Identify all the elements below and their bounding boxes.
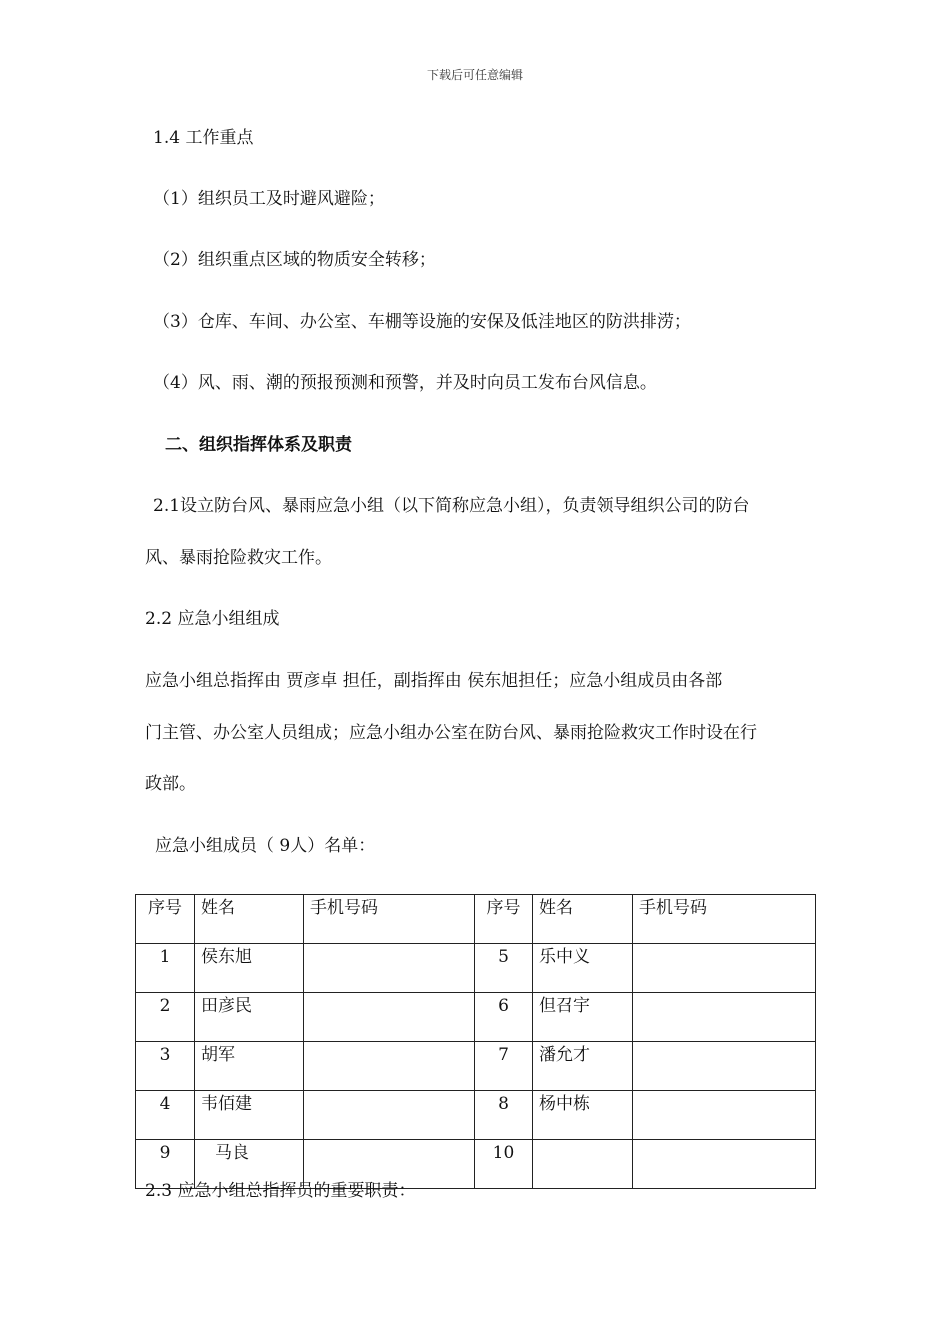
cell-phone xyxy=(633,1091,816,1140)
cell-name: 马良 xyxy=(195,1140,304,1189)
cell-phone xyxy=(633,1140,816,1189)
cell-phone xyxy=(304,1091,475,1140)
cell-no: 10 xyxy=(475,1140,533,1189)
cell-phone xyxy=(633,1042,816,1091)
list-item: （4）风、雨、潮的预报预测和预警，并及时向员工发布台风信息。 xyxy=(153,373,657,393)
list-item: （2）组织重点区域的物质安全转移； xyxy=(153,250,436,270)
table-row xyxy=(136,1042,816,1091)
header-no: 序号 xyxy=(475,895,533,944)
cell-no: 6 xyxy=(475,993,533,1042)
roster-table xyxy=(135,894,816,1189)
cell-phone xyxy=(304,993,475,1042)
cell-no: 3 xyxy=(136,1042,195,1091)
cell-name: 田彦民 xyxy=(195,993,304,1042)
roster-title: 应急小组成员（ 9人）名单： xyxy=(155,836,376,856)
cell-no: 9 xyxy=(136,1140,195,1189)
paragraph-2-2-line1: 应急小组总指挥由 贾彦卓 担任，副指挥由 侯东旭担任；应急小组成员由各部 xyxy=(145,671,723,691)
cell-name: 但召宇 xyxy=(533,993,633,1042)
cell-phone xyxy=(304,944,475,993)
cell-no: 4 xyxy=(136,1091,195,1140)
cell-phone xyxy=(304,1042,475,1091)
cell-no: 7 xyxy=(475,1042,533,1091)
header-name: 姓名 xyxy=(533,895,633,944)
header-no: 序号 xyxy=(136,895,195,944)
section-title-2-3: 2.3 应急小组总指挥员的重要职责： xyxy=(145,1181,416,1201)
cell-no: 8 xyxy=(475,1091,533,1140)
list-item: （3）仓库、车间、办公室、车棚等设施的安保及低洼地区的防洪排涝； xyxy=(153,312,691,332)
paragraph-2-1-line2: 风、暴雨抢险救灾工作。 xyxy=(145,548,332,568)
section-title-1-4: 1.4 工作重点 xyxy=(153,128,254,148)
paragraph-2-2-line2: 门主管、办公室人员组成；应急小组办公室在防台风、暴雨抢险救灾工作时设在行 xyxy=(145,723,757,743)
cell-phone xyxy=(633,944,816,993)
section-heading-2: 二、组织指挥体系及职责 xyxy=(165,435,352,455)
paragraph-2-1-line1: 2.1设立防台风、暴雨应急小组（以下简称应急小组），负责领导组织公司的防台 xyxy=(153,496,750,516)
cell-no: 1 xyxy=(136,944,195,993)
cell-name: 乐中义 xyxy=(533,944,633,993)
table-header-row xyxy=(136,895,816,944)
header-name: 姓名 xyxy=(195,895,304,944)
cell-name: 侯东旭 xyxy=(195,944,304,993)
paragraph-2-2-line3: 政部。 xyxy=(145,774,196,794)
cell-name: 韦佰建 xyxy=(195,1091,304,1140)
cell-name: 杨中栋 xyxy=(533,1091,633,1140)
cell-phone xyxy=(633,993,816,1042)
table-row xyxy=(136,944,816,993)
cell-no: 2 xyxy=(136,993,195,1042)
cell-name xyxy=(533,1140,633,1189)
header-phone: 手机号码 xyxy=(304,895,475,944)
table-row xyxy=(136,993,816,1042)
list-item: （1）组织员工及时避风避险； xyxy=(153,189,385,209)
cell-name: 胡军 xyxy=(195,1042,304,1091)
table-row xyxy=(136,1091,816,1140)
cell-no: 5 xyxy=(475,944,533,993)
cell-name: 潘允才 xyxy=(533,1042,633,1091)
page-header-note: 下载后可任意编辑 xyxy=(426,68,523,82)
header-phone: 手机号码 xyxy=(633,895,816,944)
section-title-2-2: 2.2 应急小组组成 xyxy=(145,609,280,629)
